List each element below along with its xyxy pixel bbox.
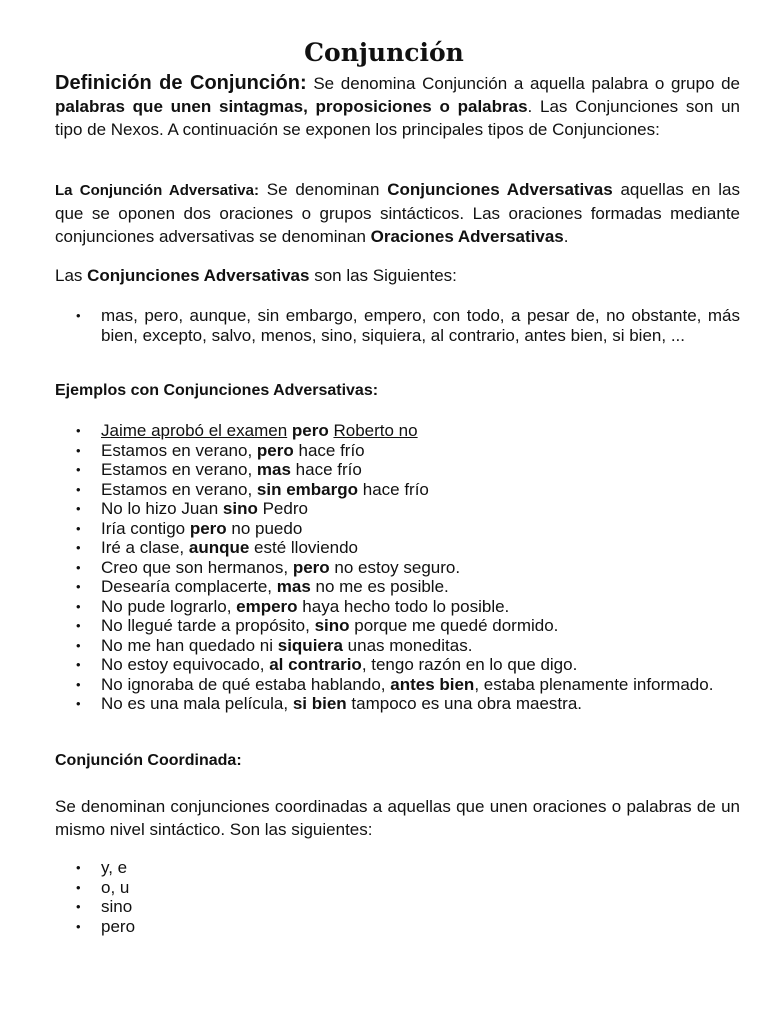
example-text-pre: Iré a clase, xyxy=(101,538,189,557)
example-text-pre: Jaime aprobó el examen xyxy=(101,421,288,440)
example-item xyxy=(55,636,740,656)
example-text-pre: No llegué tarde a propósito, xyxy=(101,616,315,635)
coordinada-item: • pero xyxy=(55,917,740,937)
example-conjunction: pero xyxy=(292,557,330,577)
coordinada-item: • sino xyxy=(55,897,740,917)
example-item xyxy=(55,480,740,500)
example-text-pre: No pude lograrlo, xyxy=(101,596,237,616)
example-text-pre: No lo hizo Juan xyxy=(101,499,223,518)
list-intro-text-2: son las Siguientes: xyxy=(309,266,457,285)
definition-bold-1: palabras que unen sintagmas, proposiciones o palabras xyxy=(55,97,528,116)
example-item xyxy=(55,616,740,636)
example-conjunction: sino xyxy=(222,499,258,518)
example-text-post: tampoco es una obra maestra. xyxy=(346,694,582,713)
example-text-post: Roberto no xyxy=(333,421,418,440)
adversativa-text-3: . xyxy=(563,227,569,246)
list-intro-text-1: Las xyxy=(55,266,88,285)
adversativa-paragraph xyxy=(55,178,740,248)
example-text-pre: No estoy equivocado, xyxy=(101,655,270,674)
coordinada-item: • o, u xyxy=(55,878,740,898)
example-item xyxy=(55,675,740,695)
example-conjunction: mas xyxy=(276,577,311,596)
example-text-post: , tengo razón en lo que digo. xyxy=(361,655,578,674)
example-item xyxy=(55,421,740,441)
example-conjunction: pero xyxy=(256,440,294,460)
adversativa-text-2: aquellas en las que se oponen dos oraciones o grupos sintácticos. Las oraciones formadas mediante conjunciones adversativas se denominan xyxy=(55,180,741,246)
example-text-post: hace frío xyxy=(293,440,365,460)
adversativa-bold-1: Conjunciones Adversativas xyxy=(387,180,613,199)
example-text-post: Pedro xyxy=(257,499,308,518)
example-text-post: no puedo xyxy=(226,518,303,538)
example-text-pre: Iría contigo xyxy=(101,518,190,538)
definition-text-2: . Las Conjunciones son un tipo de Nexos. A continuación se exponen los principales tipos de Conjunciones: xyxy=(55,97,740,139)
example-conjunction: siquiera xyxy=(277,635,343,655)
example-text-pre: Desearía complacerte, xyxy=(101,577,277,596)
example-text-post: esté lloviendo xyxy=(249,538,359,557)
example-item xyxy=(55,519,740,539)
definition-label: Definición de Conjunción: xyxy=(55,72,307,94)
example-text-post: porque me quedé dormido. xyxy=(349,616,559,635)
example-item xyxy=(55,558,740,578)
example-item xyxy=(55,499,740,519)
definition-paragraph xyxy=(55,72,740,141)
example-text-pre: No es una mala película, xyxy=(101,694,293,713)
example-conjunction: al contrario xyxy=(269,655,362,674)
example-item xyxy=(55,597,740,617)
example-conjunction: sino xyxy=(314,616,350,635)
example-item xyxy=(55,655,740,675)
adversativa-bold-2: Oraciones Adversativas xyxy=(370,227,564,246)
example-conjunction: aunque xyxy=(188,538,250,557)
example-text-post: no me es posible. xyxy=(310,577,449,596)
list-item: • mas, pero, aunque, sin embargo, empero, con todo, a pesar de, no obstante, más bien, excepto, salvo, menos, sino, siquiera, al contrario, antes bien, si bien, ... xyxy=(55,306,740,345)
coordinada-heading: Conjunción Coordinada: xyxy=(55,752,242,769)
list-intro xyxy=(55,264,740,287)
adversativa-label: La Conjunción Adversativa: xyxy=(55,182,259,199)
examples-list xyxy=(55,421,740,714)
example-text-post: unas moneditas. xyxy=(342,635,473,655)
example-item xyxy=(55,441,740,461)
example-conjunction: pero xyxy=(189,518,227,538)
definition-text-1: Se denomina Conjunción a aquella palabra o grupo de xyxy=(306,74,740,93)
example-conjunction: si bien xyxy=(292,694,347,713)
example-text-pre: Estamos en verano, xyxy=(101,479,257,499)
example-text-pre: No ignoraba de qué estaba hablando, xyxy=(101,674,391,694)
example-text-post: haya hecho todo lo posible. xyxy=(297,596,510,616)
example-text-pre: Creo que son hermanos, xyxy=(101,557,293,577)
example-item xyxy=(55,538,740,558)
adversativa-text-1: Se denominan xyxy=(258,180,388,199)
coordinada-paragraph: Se denominan conjunciones coordinadas a aquellas que unen oraciones o palabras de un mismo nivel sintáctico. Son las siguientes: xyxy=(55,797,740,839)
example-conjunction: pero xyxy=(291,421,329,440)
adversativas-list xyxy=(55,306,740,345)
examples-heading: Ejemplos con Conjunciones Adversativas: xyxy=(55,382,379,399)
example-item xyxy=(55,577,740,597)
example-conjunction: sin embargo xyxy=(256,479,359,499)
coordinada-item: • y, e xyxy=(55,858,740,878)
example-text-post: hace frío xyxy=(358,479,429,499)
example-text-post: , estaba plenamente informado. xyxy=(474,674,714,694)
example-item xyxy=(55,460,740,480)
example-conjunction: antes bien xyxy=(390,674,475,694)
example-text-post: hace frío xyxy=(290,460,362,479)
example-text-pre: Estamos en verano, xyxy=(101,440,257,460)
page-title: Conjunción xyxy=(304,38,464,67)
example-text-pre: Estamos en verano, xyxy=(101,460,257,479)
coordinadas-list xyxy=(55,858,740,936)
example-conjunction: mas xyxy=(256,460,291,479)
example-text-post: no estoy seguro. xyxy=(329,557,461,577)
example-conjunction: empero xyxy=(236,596,298,616)
example-text-pre: No me han quedado ni xyxy=(101,635,278,655)
example-item xyxy=(55,694,740,714)
list-intro-bold: Conjunciones Adversativas xyxy=(87,266,310,285)
